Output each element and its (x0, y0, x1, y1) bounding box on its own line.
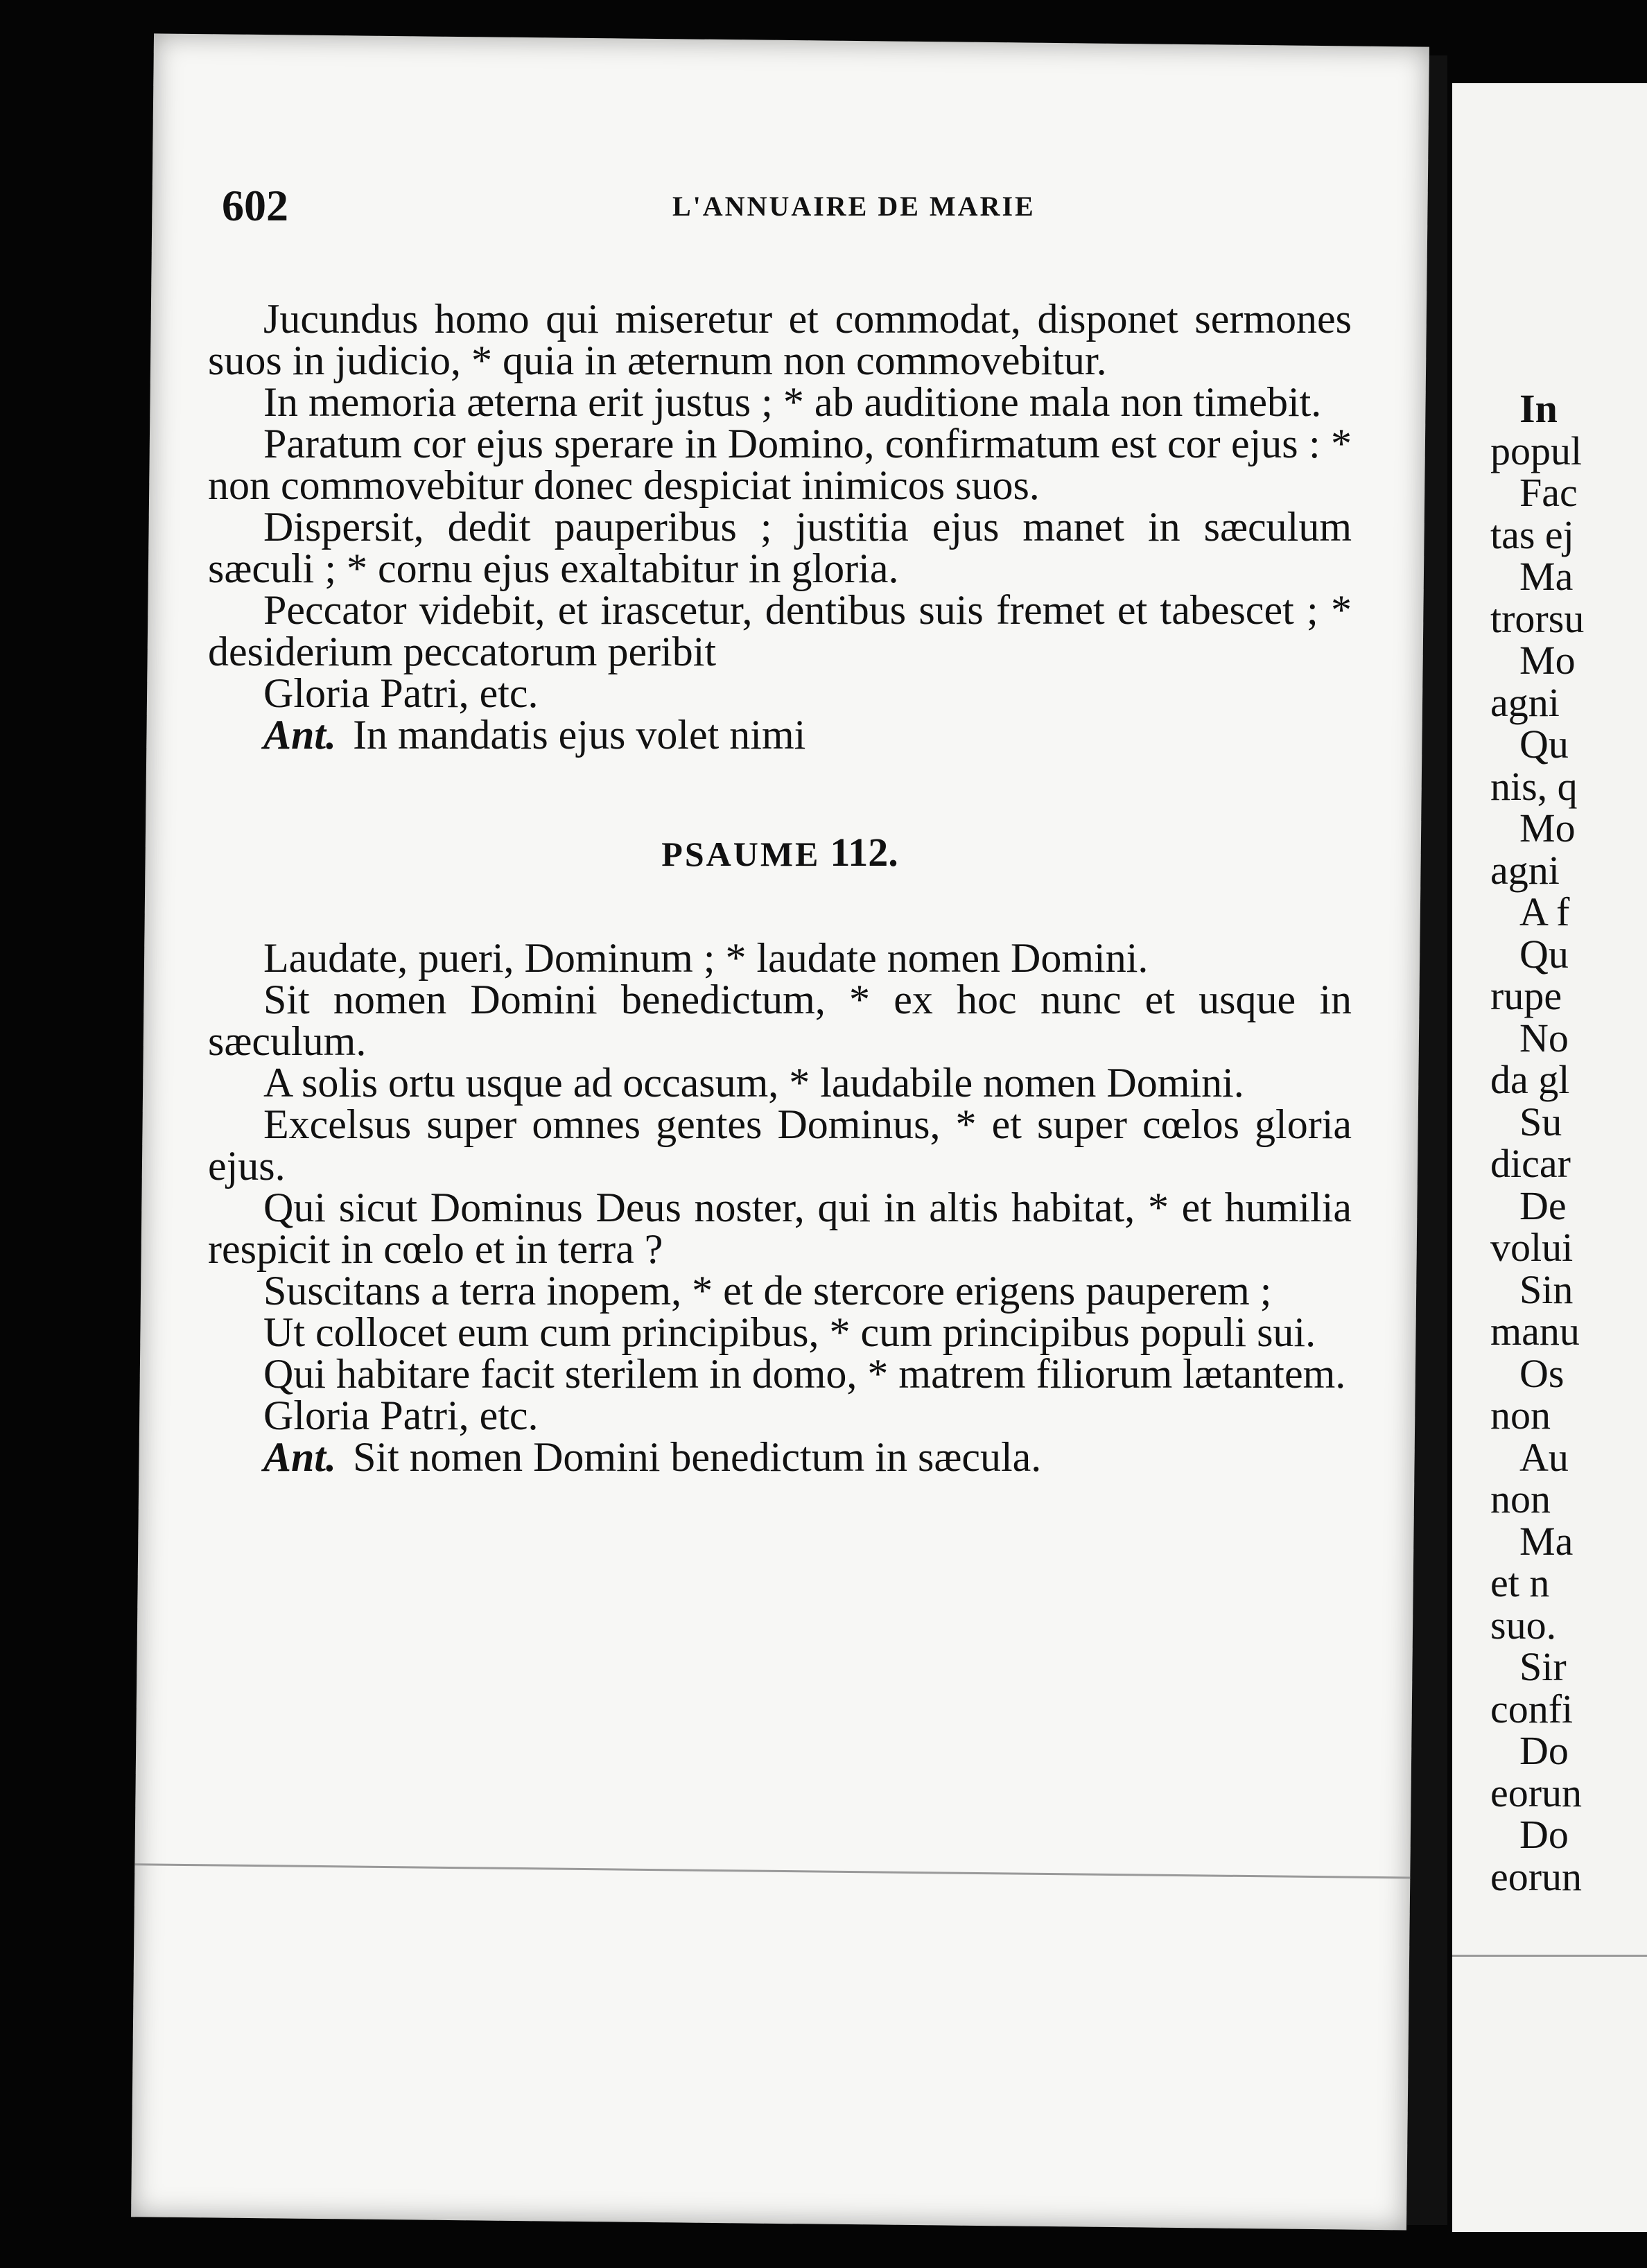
facing-page-line: manu (1490, 1309, 1580, 1354)
psalm-heading-number: 112. (830, 830, 898, 875)
verse: Excelsus super omnes gentes Dominus, * et super cœlos gloria ejus. (208, 1101, 1352, 1189)
facing-page-line: dicar (1490, 1141, 1571, 1186)
antiphon (208, 714, 1352, 756)
facing-page-line: Fac (1519, 470, 1578, 515)
facing-page-line: Ma (1519, 554, 1574, 599)
facing-page-line: Qu (1519, 722, 1569, 767)
facing-page-line: eorun (1490, 1770, 1583, 1815)
facing-page-line: rupe (1490, 973, 1562, 1018)
antiphon-text: Sit nomen Domini benedictum in sæcula. (353, 1434, 1042, 1480)
antiphon-label: Ant. (263, 1434, 337, 1480)
facing-page-line: non (1490, 1393, 1551, 1438)
facing-page-line: popul (1490, 428, 1583, 473)
facing-page-line: eorun (1490, 1853, 1583, 1899)
facing-page-line: confi (1490, 1686, 1574, 1731)
doxology: Gloria Patri, etc. (263, 1393, 539, 1438)
facing-page-line: Sir (1519, 1644, 1567, 1689)
doxology: Gloria Patri, etc. (263, 670, 539, 716)
verse: Peccator videbit, et irascetur, dentibus suis fremet et tabescet ; * desiderium peccatorum peribit (208, 587, 1352, 674)
facing-page-line: Qu (1519, 931, 1569, 977)
antiphon-label: Ant. (263, 712, 337, 758)
page-number: 602 (222, 181, 288, 230)
page-bottom-edge (134, 1863, 1410, 1878)
verse: Jucundus homo qui miseretur et commodat, disponet sermones suos in judicio, * quia in æternum non commovebitur. (208, 296, 1352, 383)
antiphon-text: In mandatis ejus volet nimi (353, 712, 806, 758)
verse: Qui sicut Dominus Deus noster, qui in altis habitat, * et humilia respicit in cœlo et in terra ? (208, 1185, 1352, 1272)
verse: Laudate, pueri, Dominum ; * laudate nomen Domini. (263, 935, 1149, 981)
psalm-111-ending (208, 298, 1352, 756)
psalm-112 (208, 937, 1352, 1478)
verse: In memoria æterna erit justus ; * ab auditione mala non timebit. (263, 379, 1322, 425)
verse: Dispersit, dedit pauperibus ; justitia ejus manet in sæculum sæculi ; * cornu ejus exaltabitur in gloria. (208, 504, 1352, 591)
verse: Sit nomen Domini benedictum, * ex hoc nunc et usque in sæculum. (208, 977, 1352, 1064)
facing-page-line: Sin (1519, 1266, 1574, 1312)
facing-page-line: agni (1490, 679, 1560, 725)
facing-page-line: suo. (1490, 1602, 1557, 1648)
facing-page-line: Mo (1519, 638, 1576, 683)
page-bottom-edge (1452, 1955, 1647, 1957)
verse: Qui habitare facit sterilem in domo, * matrem filiorum lætantem. (263, 1351, 1346, 1397)
facing-page-line: et n (1490, 1560, 1550, 1605)
psalm-heading-word: PSAUME (661, 835, 821, 873)
antiphon (208, 1436, 1352, 1478)
facing-page-line: Os (1519, 1350, 1565, 1396)
facing-page-line: Au (1519, 1434, 1569, 1480)
facing-page-line: da gl (1490, 1057, 1570, 1102)
verse: Suscitans a terra inopem, * et de stercore erigens pauperem ; (263, 1268, 1272, 1314)
facing-page-line: Do (1519, 1812, 1569, 1857)
facing-page-line: Ma (1519, 1518, 1574, 1564)
facing-page-line: In (1519, 386, 1558, 431)
verse: Ut collocet eum cum principibus, * cum principibus populi sui. (263, 1309, 1316, 1355)
page-body (208, 298, 1352, 1478)
facing-page-text (1490, 388, 1647, 1898)
facing-page-line: Do (1519, 1728, 1569, 1773)
facing-page-line: Mo (1519, 805, 1576, 850)
verse: A solis ortu usque ad occasum, * laudabile nomen Domini. (263, 1060, 1244, 1106)
verse: Paratum cor ejus sperare in Domino, confirmatum est cor ejus : * non commovebitur donec despiciat inimicos suos. (208, 421, 1352, 508)
facing-page-line: nis, q (1490, 763, 1578, 809)
facing-page-line: trorsu (1490, 595, 1585, 641)
psalm-heading (208, 832, 1352, 875)
facing-page-line: agni (1490, 847, 1560, 893)
facing-page-line: No (1519, 1015, 1569, 1061)
facing-page-line: non (1490, 1476, 1551, 1521)
facing-page-line: De (1519, 1183, 1567, 1228)
facing-page-line: A f (1519, 889, 1570, 934)
page-header (222, 180, 1331, 236)
facing-page-line: Su (1519, 1099, 1562, 1144)
running-head: L'ANNUAIRE DE MARIE (672, 191, 1036, 222)
facing-page-line: volui (1490, 1225, 1574, 1270)
facing-page-line: tas ej (1490, 512, 1574, 557)
